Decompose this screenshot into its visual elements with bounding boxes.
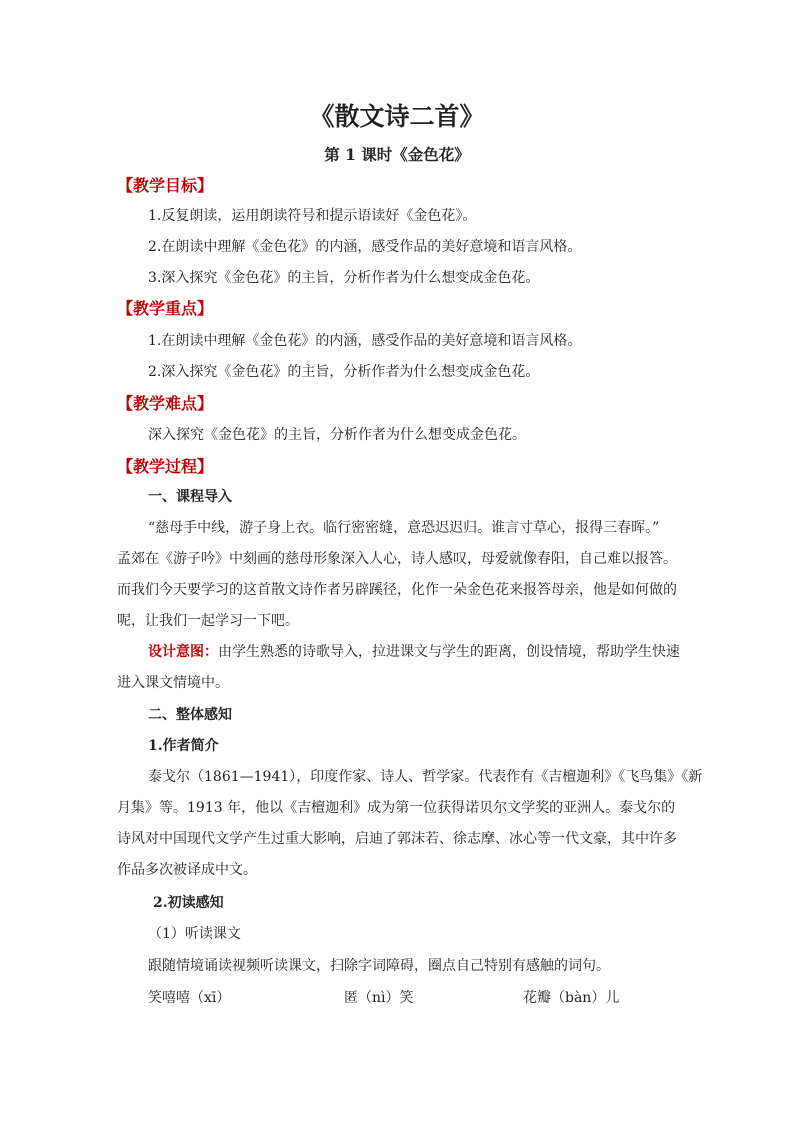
author-paragraph-line: 月集》等。1913 年，他以《吉檀迦利》成为第一位获得诺贝尔文学奖的亚洲人。泰戈尔的	[117, 800, 676, 816]
design-intent-line	[148, 641, 680, 663]
objective-item: 1.反复朗读，运用朗读符号和提示语读好《金色花》。	[148, 208, 477, 224]
intro-paragraph-line: 孟郊在《游子吟》中刻画的慈母形象深入人心，诗人感叹，母爱就像春阳，自己难以报答。	[117, 551, 677, 567]
section-title-intro: 一、课程导入	[148, 489, 232, 505]
pronunciation-item: 匿（nì）笑	[344, 990, 414, 1006]
intro-paragraph-line: “慈母手中线，游子身上衣。临行密密缝，意恐迟迟归。谁言寸草心，报得三春晖。”	[148, 520, 660, 536]
key-point-item: 2.深入探究《金色花》的主旨，分析作者为什么想变成金色花。	[148, 364, 540, 380]
subsection-author: 1.作者简介	[148, 738, 219, 754]
objective-item: 3.深入探究《金色花》的主旨，分析作者为什么想变成金色花。	[148, 270, 540, 286]
objective-item: 2.在朗读中理解《金色花》的内涵，感受作品的美好意境和语言风格。	[148, 239, 582, 255]
design-intent-line: 进入课文情境中。	[117, 675, 229, 691]
pronunciation-item: 花瓣（bàn）儿	[523, 990, 620, 1006]
author-paragraph-line: 诗风对中国现代文学产生过重大影响，启迪了郭沫若、徐志摩、冰心等一代文豪，其中许多	[117, 831, 677, 847]
section-title-overview: 二、整体感知	[148, 707, 232, 723]
subsection-first-reading: 2.初读感知	[153, 895, 224, 911]
process-heading: 【教学过程】	[117, 457, 214, 476]
key-points-heading: 【教学重点】	[117, 299, 214, 318]
difficulties-heading: 【教学难点】	[117, 394, 214, 413]
key-point-item: 1.在朗读中理解《金色花》的内涵，感受作品的美好意境和语言风格。	[148, 333, 582, 349]
pronunciation-item: 笑嘻嘻（xī）	[148, 990, 231, 1006]
author-paragraph-line: 作品多次被译成中文。	[117, 862, 257, 878]
objectives-heading: 【教学目标】	[117, 176, 214, 195]
author-paragraph-line: 泰戈尔（1861—1941），印度作家、诗人、哲学家。代表作有《吉檀迦利》《飞鸟集》《新	[148, 769, 703, 785]
design-intent-label: 设计意图：	[148, 644, 218, 660]
page-title: 《散文诗二首》	[309, 102, 485, 131]
design-intent-text: 由学生熟悉的诗歌导入，拉进课文与学生的距离，创设情境，帮助学生快速	[218, 644, 680, 660]
step-listen-title: （1）听读课文	[148, 926, 241, 942]
lesson-subtitle: 第 1 课时《金色花》	[324, 145, 470, 164]
difficulty-text: 深入探究《金色花》的主旨，分析作者为什么想变成金色花。	[148, 427, 526, 443]
listen-instruction: 跟随情境诵读视频听读课文，扫除字词障碍，圈点自己特别有感触的词句。	[148, 958, 610, 974]
intro-paragraph-line: 呢，让我们一起学习一下吧。	[117, 613, 299, 629]
intro-paragraph-line: 而我们今天要学习的这首散文诗作者另辟蹊径，化作一朵金色花来报答母亲，他是如何做的	[117, 582, 677, 598]
